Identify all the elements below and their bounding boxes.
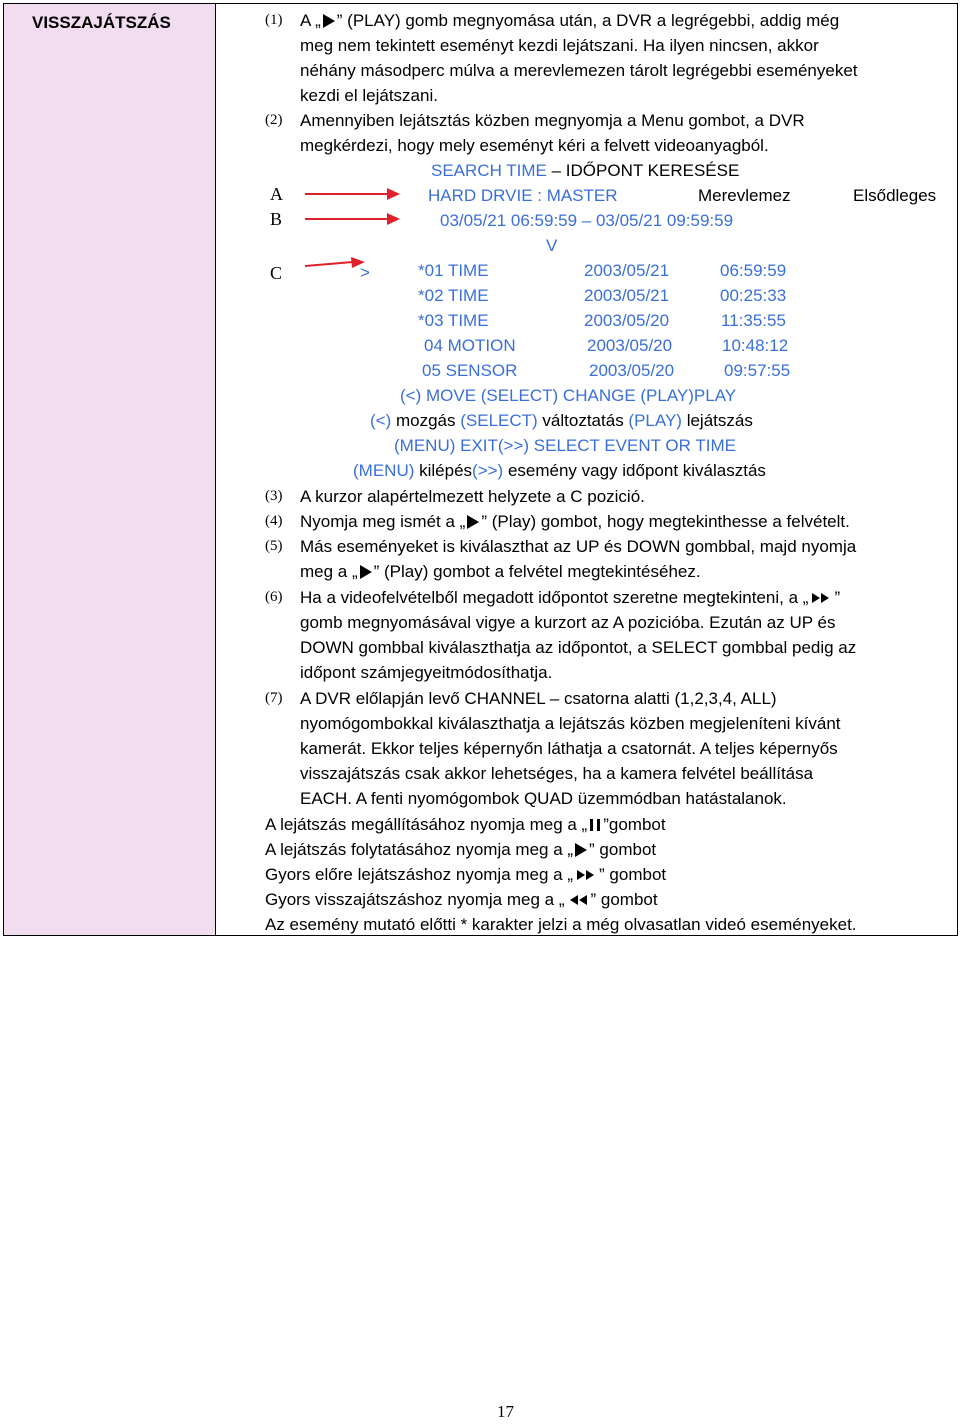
- fast-forward-icon: [575, 868, 597, 882]
- pause-instruction: A lejátszás megállításához nyomja meg a „ ”gombot: [265, 815, 666, 834]
- item7-line3: kamerát. Ekkor teljes képernyőn láthatja a csatornát. A teljes képernyős: [300, 739, 838, 758]
- item1-line1: A „ ” (PLAY) gomb megnyomása után, a DVR a legrégebbi, addig még: [300, 11, 840, 30]
- item1-line4: kezdi el lejátszani.: [300, 86, 438, 105]
- event-name: 04 MOTION: [424, 336, 516, 355]
- event-date: 2003/05/21: [584, 261, 670, 280]
- label-c: C: [270, 263, 283, 283]
- hdd-line: HARD DRVIE : MASTER: [428, 186, 618, 205]
- help-line-1: (<) MOVE (SELECT) CHANGE (PLAY)PLAY: [400, 386, 737, 405]
- rewind-instruction: Gyors visszajátszáshoz nyomja meg a „ ” gombot: [265, 890, 658, 909]
- fast-forward-instruction: Gyors előre lejátszáshoz nyomja meg a „ ” gombot: [265, 865, 667, 884]
- play-icon: [467, 515, 479, 529]
- item-number: (4): [265, 513, 283, 529]
- fast-forward-icon: [810, 591, 832, 605]
- play-icon: [323, 14, 335, 28]
- item7-line4: visszajátszás csak akkor lehetséges, ha a kamera felvétel beállítása: [300, 764, 814, 783]
- event-time: 06:59:59: [720, 261, 787, 280]
- item-number: (7): [265, 690, 283, 706]
- pause-icon: [590, 819, 600, 831]
- event-name: 05 SENSOR: [422, 361, 518, 380]
- item7-line5: EACH. A fenti nyomógombok QUAD üzemmódban hatástalanok.: [300, 789, 787, 808]
- section-title: VISSZAJÁTSZÁS: [32, 13, 171, 32]
- item-number: (2): [265, 112, 283, 128]
- arrow-b-icon: [305, 211, 400, 227]
- event-name: *01 TIME: [418, 261, 489, 280]
- page-number: 17: [497, 1402, 514, 1421]
- down-marker: V: [546, 236, 558, 255]
- event-time: 09:57:55: [724, 361, 791, 380]
- item2-line2: megkérdezi, hogy mely eseményt kéri a felvett videoanyagból.: [300, 136, 769, 155]
- event-name: *03 TIME: [418, 311, 489, 330]
- item6-line2: gomb megnyomásával vigye a kurzort az A pozicióba. Ezután az UP és: [300, 613, 836, 632]
- resume-instruction: A lejátszás folytatásához nyomja meg a „ ” gombot: [265, 840, 657, 859]
- arrow-a-icon: [305, 186, 400, 202]
- label-b: B: [270, 209, 283, 229]
- event-date: 2003/05/20: [589, 361, 675, 380]
- hdd-hu-1: Merevlemez: [698, 186, 791, 205]
- help-line-2: (MENU) EXIT(>>) SELECT EVENT OR TIME: [394, 436, 736, 455]
- item7-line2: nyomógombokkal kiválaszthatja a lejátszás közben megjeleníteni kívánt: [300, 714, 841, 733]
- event-date: 2003/05/21: [584, 286, 670, 305]
- item-number: (3): [265, 488, 283, 504]
- item1-line2: meg nem tekintett eseményt kezdi lejátszani. Ha ilyen nincsen, akkor: [300, 36, 819, 55]
- rewind-icon: [567, 893, 589, 907]
- help-line-2-hu: (MENU) kilépés(>>) esemény vagy időpont kiválasztás: [353, 461, 766, 480]
- item-number: (5): [265, 538, 283, 554]
- event-date: 2003/05/20: [584, 311, 670, 330]
- arrow-c-icon: [305, 257, 365, 273]
- item-number: (6): [265, 589, 283, 605]
- time-range: 03/05/21 06:59:59 – 03/05/21 09:59:59: [440, 211, 734, 230]
- item6-line4: időpont számjegyeitmódosíthatja.: [300, 663, 553, 682]
- help-line-1-hu: (<) mozgás (SELECT) változtatás (PLAY) lejátszás: [370, 411, 753, 430]
- item5-line1: Más eseményeket is kiválaszthat az UP és DOWN gombbal, majd nyomja: [300, 537, 857, 556]
- cursor-marker: >: [360, 263, 370, 282]
- event-time: 00:25:33: [720, 286, 787, 305]
- event-time: 10:48:12: [722, 336, 789, 355]
- section-label-cell: [4, 4, 216, 935]
- hdd-hu-2: Elsődleges: [853, 186, 937, 205]
- item6-line1: Ha a videofelvételből megadott időpontot szeretne megtekinteni, a „ ”: [300, 588, 841, 607]
- event-time: 11:35:55: [721, 311, 786, 330]
- item3-line1: A kurzor alapértelmezett helyzete a C pozició.: [300, 487, 645, 506]
- item-number: (1): [265, 12, 283, 28]
- label-a: A: [270, 184, 283, 204]
- play-icon: [575, 843, 587, 857]
- item1-line3: néhány másodperc múlva a merevlemezen tárolt legrégebbi eseményeket: [300, 61, 858, 80]
- event-date: 2003/05/20: [587, 336, 673, 355]
- item7-line1: A DVR előlapján levő CHANNEL – csatorna alatti (1,2,3,4, ALL): [300, 689, 777, 708]
- play-icon: [360, 565, 372, 579]
- event-name: *02 TIME: [418, 286, 489, 305]
- item6-line3: DOWN gombbal kiválaszthatja az időpontot, a SELECT gombbal pedig az: [300, 638, 857, 657]
- item2-line1: Amennyiben lejátsztás közben megnyomja a Menu gombot, a DVR: [300, 111, 805, 130]
- item4-line1: Nyomja meg ismét a „ ” (Play) gombot, hogy megtekinthesse a felvételt.: [300, 512, 850, 531]
- screen-title: SEARCH TIME – IDŐPONT KERESÉSE: [431, 161, 740, 180]
- item5-line2: meg a „ ” (Play) gombot a felvétel megtekintéséhez.: [300, 562, 701, 581]
- unread-note: Az esemény mutató előtti * karakter jelzi a még olvasatlan videó eseményeket.: [265, 915, 857, 934]
